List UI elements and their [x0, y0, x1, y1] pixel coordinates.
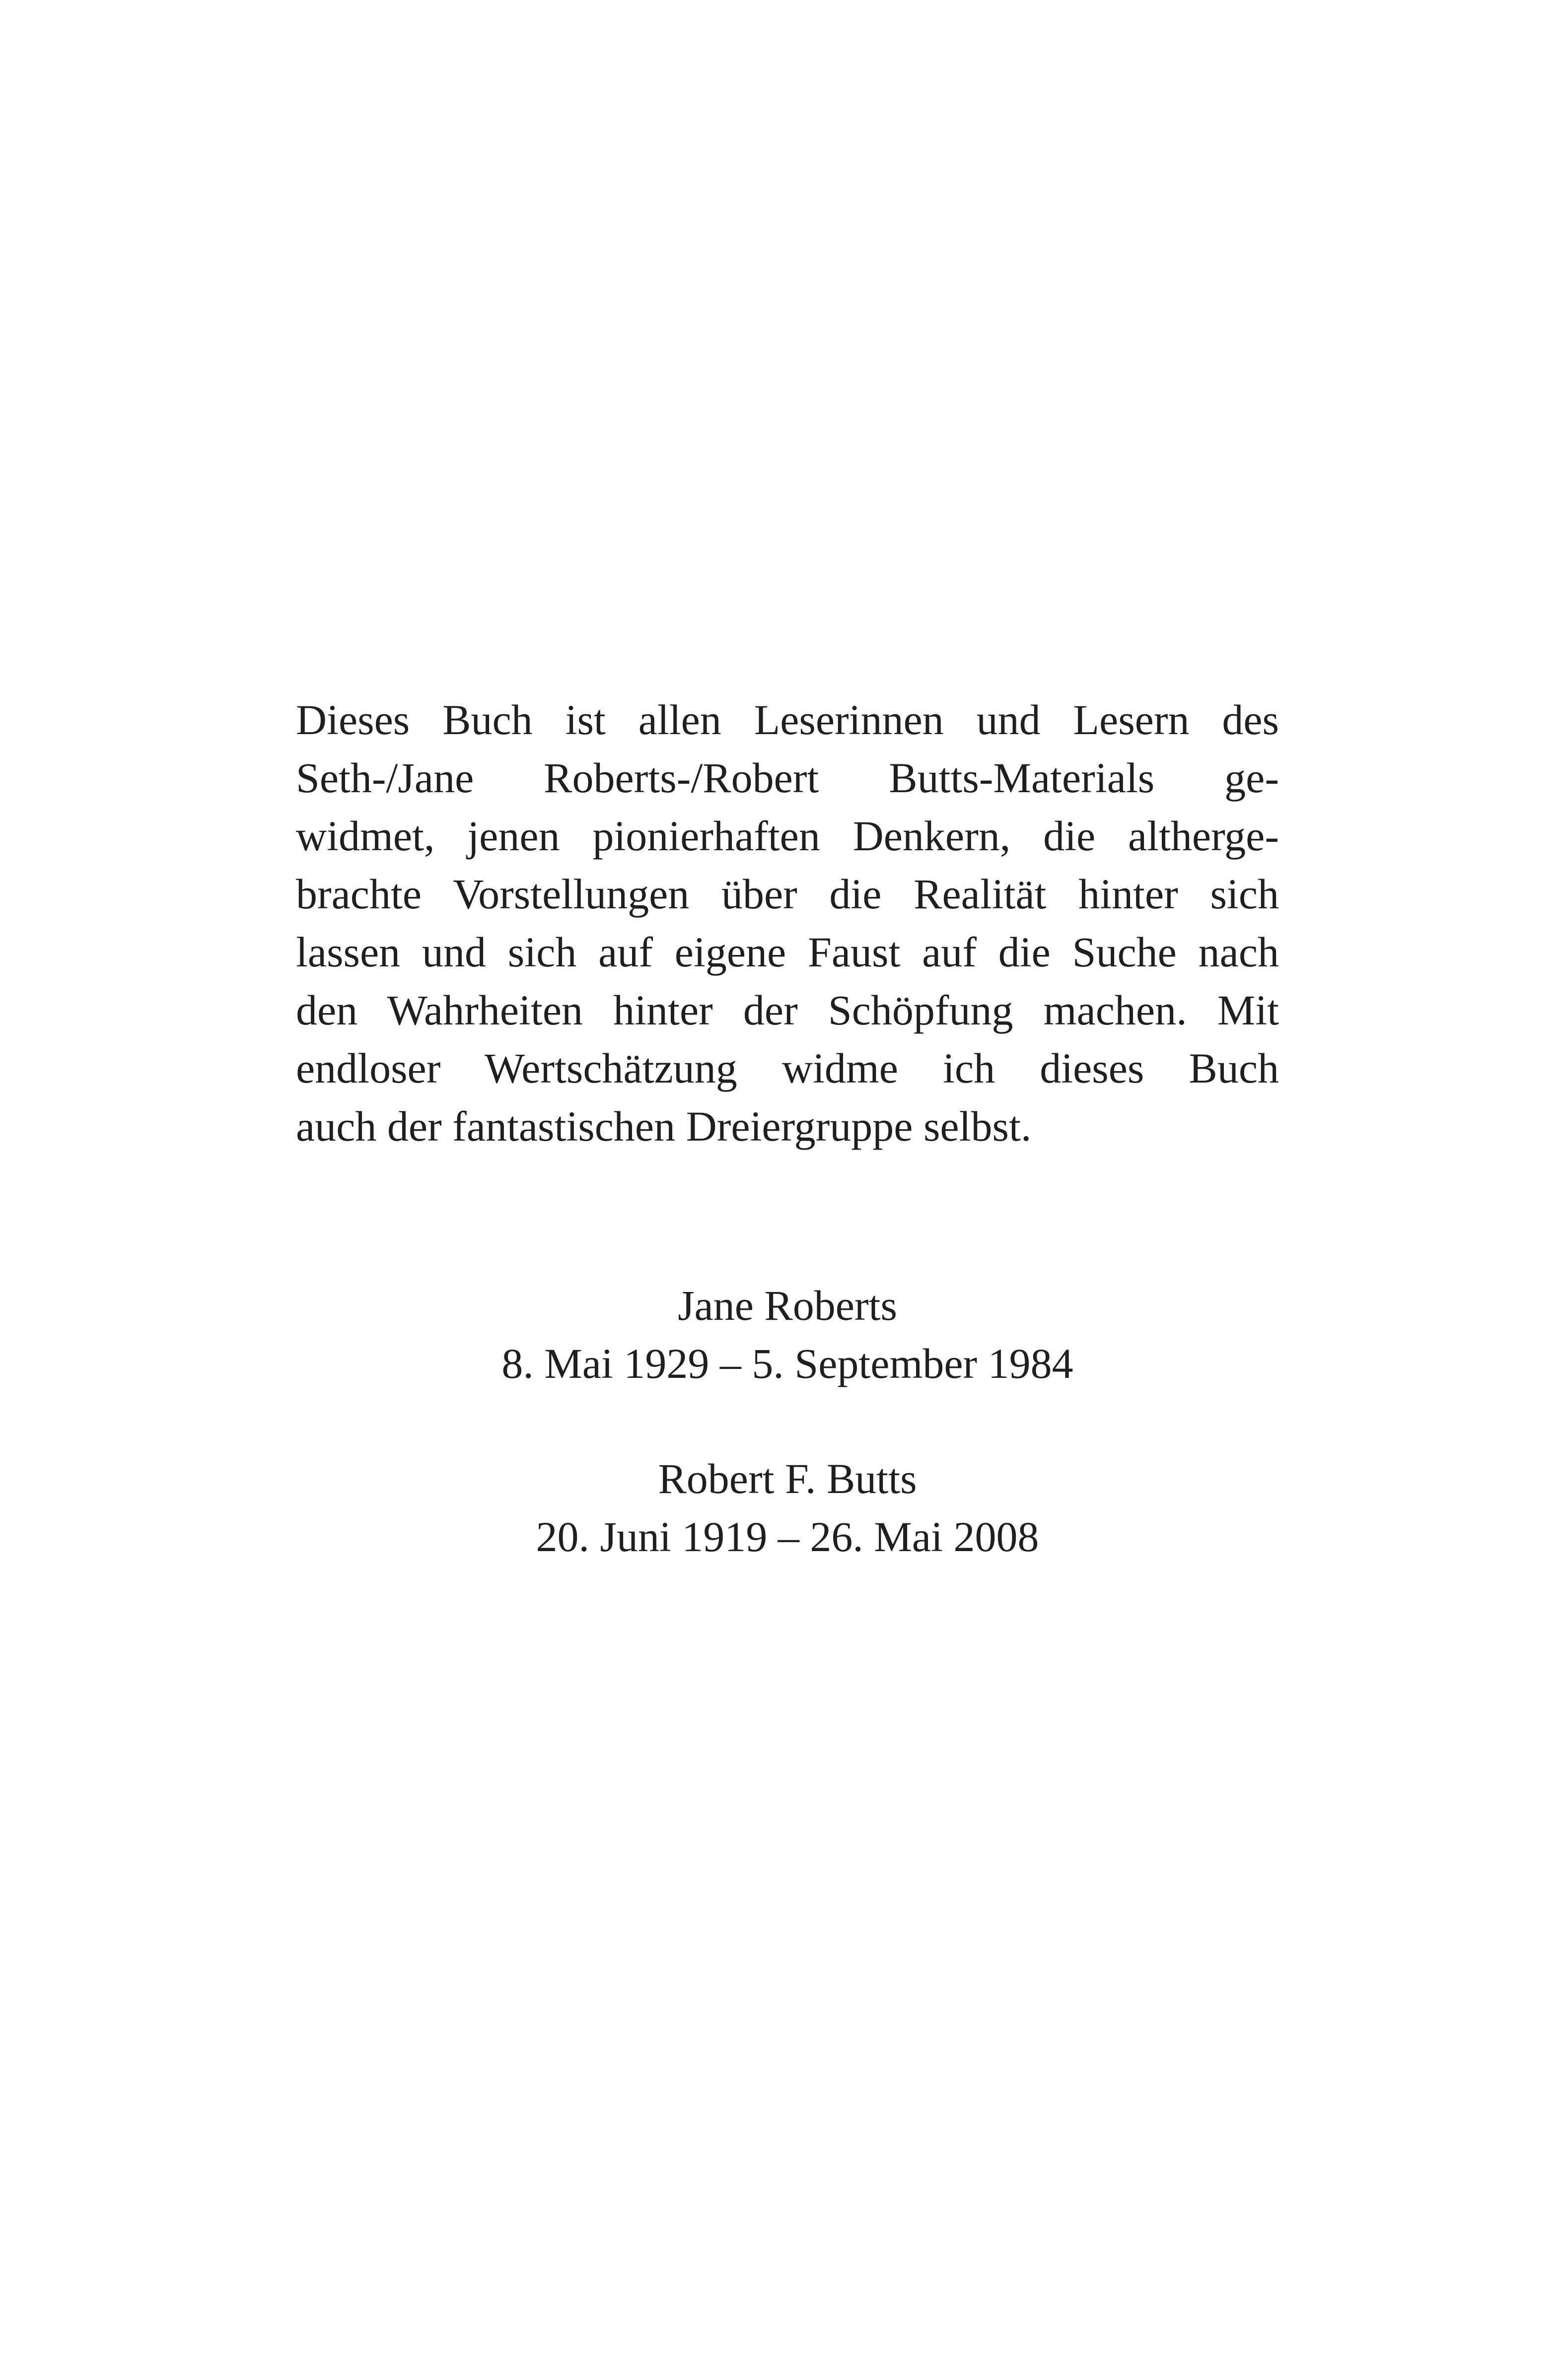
dedication-paragraph: [296, 691, 1279, 1156]
dedication-line: brachte Vorstellungen über die Realität hinter sich: [296, 870, 1279, 918]
memorial-dates: 20. Juni 1919 – 26. Mai 2008: [536, 1513, 1039, 1561]
dedication-line: auch der fantastischen Dreiergruppe selbst.: [296, 1102, 1032, 1150]
dedication-line: widmet, jenen pionierhaften Denkern, die altherge-: [296, 812, 1279, 860]
dedication-line: endloser Wertschätzung widme ich dieses Buch: [296, 1044, 1279, 1092]
dedication-line: lassen und sich auf eigene Faust auf die Suche nach: [296, 928, 1279, 976]
memorial-name: Robert F. Butts: [658, 1455, 917, 1502]
memorial-name: Jane Roberts: [678, 1282, 897, 1329]
memorial-robert-butts: [296, 1450, 1279, 1566]
dedication-line: den Wahrheiten hinter der Schöpfung machen. Mit: [296, 986, 1279, 1034]
dedication-line: Dieses Buch ist allen Leserinnen und Lesern des: [296, 696, 1279, 744]
memorial-jane-roberts: [296, 1277, 1279, 1393]
memorial-dates: 8. Mai 1929 – 5. September 1984: [501, 1340, 1073, 1387]
dedication-line: Seth-/Jane Roberts-/Robert Butts-Materials ge-: [296, 754, 1279, 802]
